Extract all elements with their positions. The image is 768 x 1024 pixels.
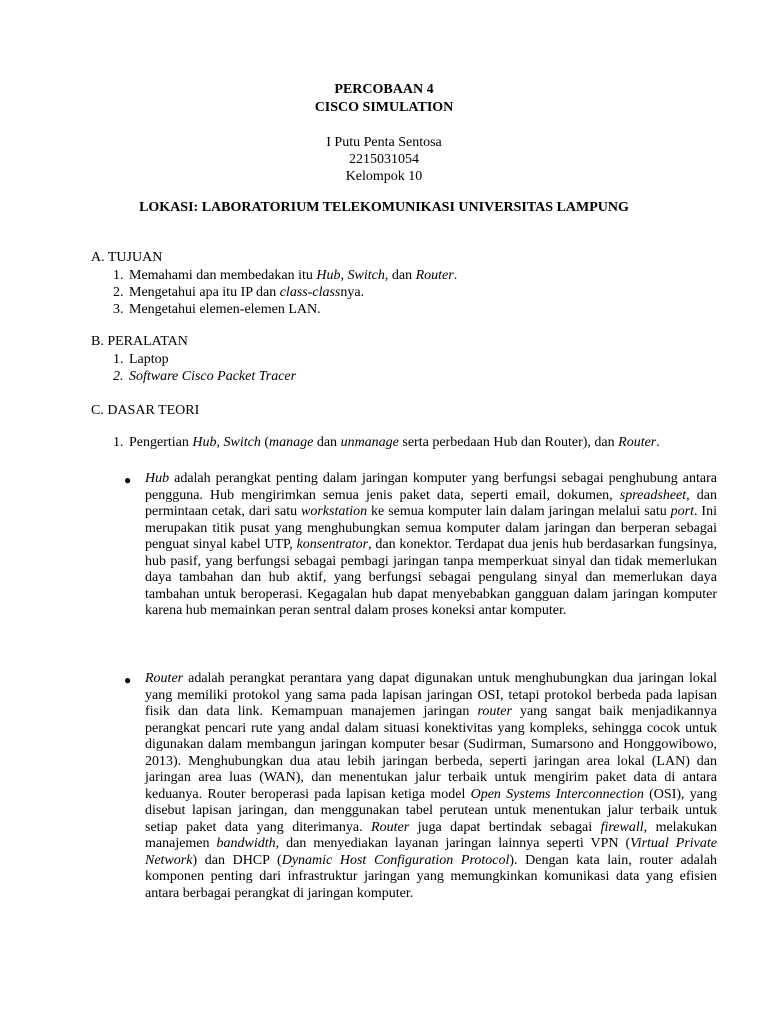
list-item: 2. Mengetahui apa itu IP dan class-classnya. (113, 285, 365, 300)
list-item: 1. Memahami dan membedakan itu Hub, Switch, dan Router. (113, 268, 458, 283)
hub-paragraph: Hub adalah perangkat penting dalam jaringan komputer yang berfungsi sebagai penghubung antara pengguna. Hub mengirimkan semua jenis paket data, seperti email, dokumen, spreadsheet, dan permintaan cetak, dari satu workstation ke semua komputer lain dalam jaringan melalui satu port. Ini merupakan titik pusat yang menghubungkan semua komputer dalam jaringan dan berperan sebagai penguat sinyal kabel UTP, konsentrator, dan konektor. Terdapat dua jenis hub berdasarkan fungsinya, hub pasif, yang berfungsi sebagai pembagi jaringan tanpa memperkuat sinyal dan tidak memerlukan daya tambahan dan hub aktif, yang berfungsi sebagai pengulang sinyal dan memerlukan daya tambahan untuk beroperasi. Kegagalan hub dapat menyebabkan gangguan dalam jaringan komputer karena hub memainkan peran sentral dalam proses koneksi antar komputer. (145, 471, 717, 618)
group-name: Kelompok 10 (345, 169, 423, 184)
section-c-title: C. DASAR TEORI (91, 403, 200, 418)
list-item: 3. Mengetahui elemen-elemen LAN. (113, 302, 321, 317)
student-id: 2215031054 (349, 152, 419, 167)
bullet-icon: ● (124, 473, 132, 487)
author-name: I Putu Penta Sentosa (326, 135, 442, 150)
location-line: LOKASI: LABORATORIUM TELEKOMUNIKASI UNIVERSITAS LAMPUNG (139, 200, 629, 215)
list-item: 1. Laptop (113, 352, 169, 367)
list-item: 1. Pengertian Hub, Switch (manage dan unmanage serta perbedaan Hub dan Router), dan Router. (113, 435, 660, 450)
list-item: 2. Software Cisco Packet Tracer (113, 369, 297, 384)
bullet-icon: ● (124, 673, 132, 687)
section-b-title: B. PERALATAN (91, 334, 188, 349)
section-a-title: A. TUJUAN (91, 250, 163, 265)
router-paragraph: Router adalah perangkat perantara yang dapat digunakan untuk menghubungkan dua jaringan lokal yang memiliki protokol yang sama pada lapisan jaringan OSI, tetapi protokol berbeda pada lapisan fisik dan data link. Kemampuan manajemen jaringan router yang sangat baik menjadikannya perangkat pencari rute yang andal dalam situasi konektivitas yang kompleks, sehingga cocok untuk digunakan dalam membangun jaringan komputer besar (Sudirman, Sumarsono and Honggowibowo, 2013). Menghubungkan dua atau lebih jaringan berbeda, seperti jaringan area lokal (LAN) dan jaringan area luas (WAN), dan menentukan jalur terbaik untuk mengirim paket data di antara keduanya. Router beroperasi pada lapisan ketiga model Open Systems Interconnection (OSI), yang disebut lapisan jaringan, dan menggunakan tabel perutean untuk menentukan jalur terbaik untuk setiap paket data yang diterimanya. Router juga dapat bertindak sebagai firewall, melakukan manajemen bandwidth, dan menyediakan layanan jaringan lainnya seperti VPN (Virtual Private Network) dan DHCP (Dynamic Host Configuration Protocol). Dengan kata lain, router adalah komponen penting dari infrastruktur jaringan yang memungkinkan komunikasi data yang efisien antara berbagai perangkat di jaringan komputer. (145, 671, 718, 901)
title-line-1: PERCOBAAN 4 (334, 82, 434, 97)
title-line-2: CISCO SIMULATION (314, 100, 454, 115)
